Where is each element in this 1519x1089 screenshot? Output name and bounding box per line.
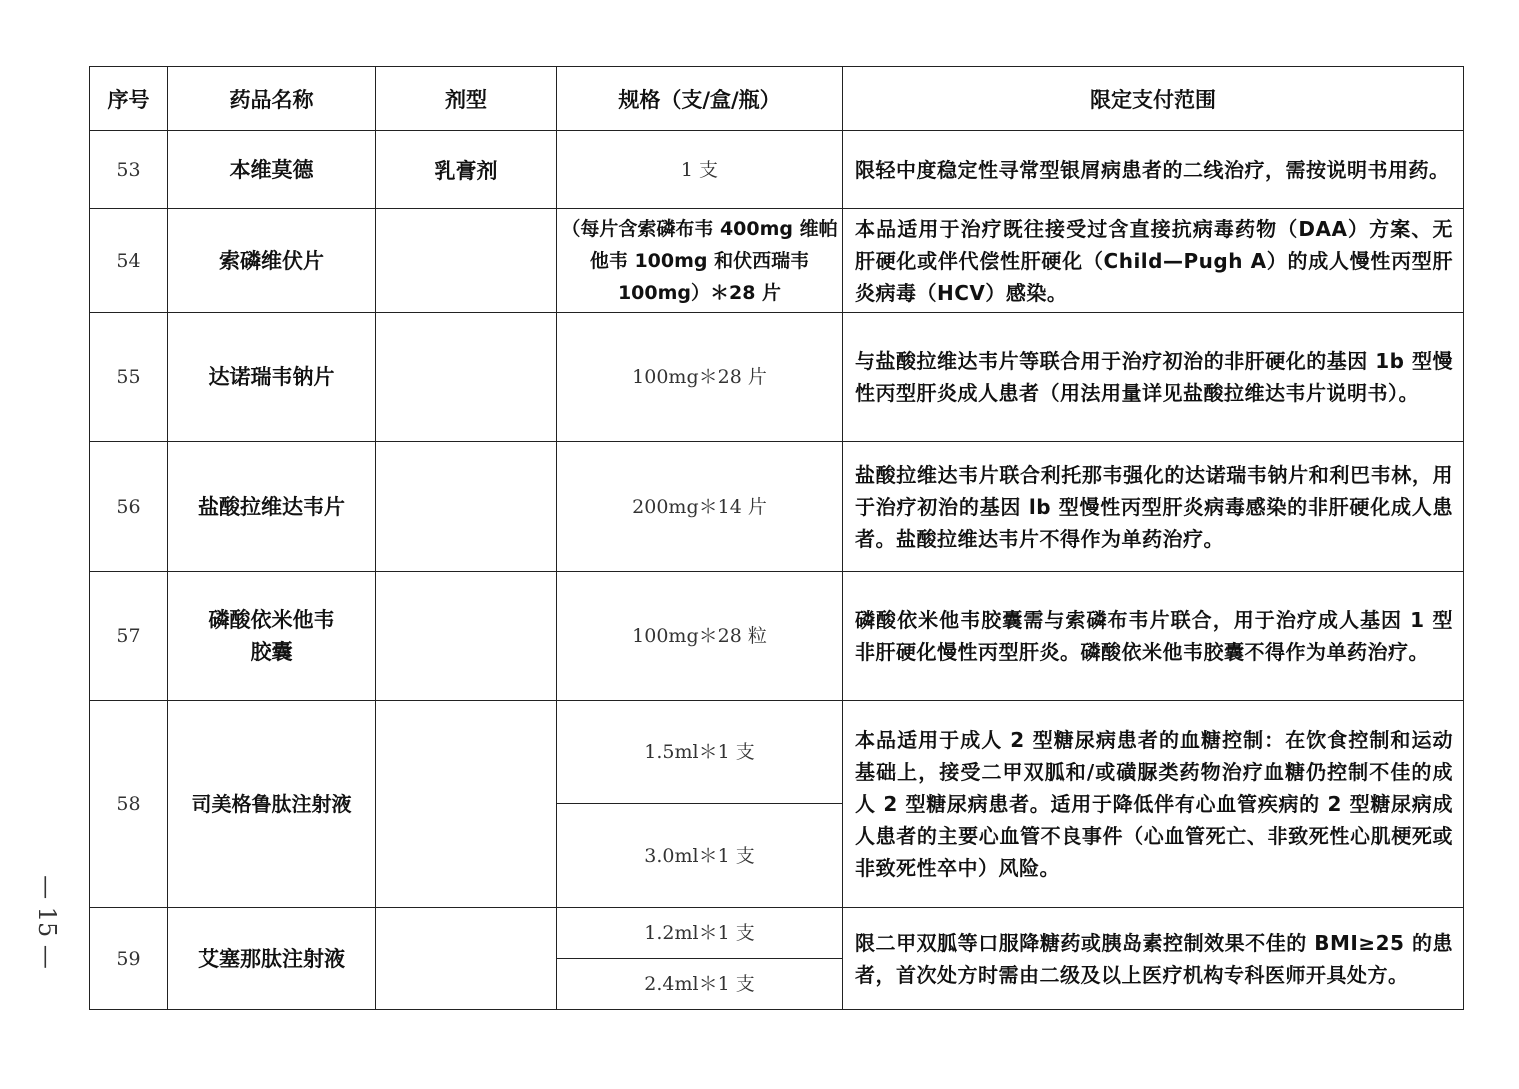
spec: 2.4ml＊1 支 (557, 959, 843, 1010)
drug-name: 索磷维伏片 (168, 209, 376, 313)
table-row (90, 209, 1464, 313)
page-number: — 15 — (33, 875, 61, 969)
payment-scope: 限二甲双胍等口服降糖药或胰岛素控制效果不佳的 BMI≥25 的患者，首次处方时需由二级及以上医疗机构专科医师开具处方。 (843, 908, 1464, 1010)
dosage-form (376, 313, 557, 442)
row-no: 57 (90, 572, 168, 701)
drug-name: 盐酸拉维达韦片 (168, 442, 376, 572)
header-row (90, 67, 1464, 131)
drug-name: 本维莫德 (168, 131, 376, 209)
row-no: 58 (90, 701, 168, 908)
drug-table (89, 66, 1464, 1010)
spec: 3.0ml＊1 支 (557, 804, 843, 908)
payment-scope: 本品适用于治疗既往接受过含直接抗病毒药物（DAA）方案、无肝硬化或伴代偿性肝硬化（Child—Pugh A）的成人慢性丙型肝炎病毒（HCV）感染。 (843, 209, 1464, 313)
table-row (90, 131, 1464, 209)
table-row (90, 313, 1464, 442)
row-no: 54 (90, 209, 168, 313)
drug-name: 艾塞那肽注射液 (168, 908, 376, 1010)
payment-scope: 磷酸依米他韦胶囊需与索磷布韦片联合，用于治疗成人基因 1 型非肝硬化慢性丙型肝炎。磷酸依米他韦胶囊不得作为单药治疗。 (843, 572, 1464, 701)
dosage-form (376, 908, 557, 1010)
spec: 1 支 (557, 131, 843, 209)
header-form: 剂型 (376, 67, 557, 131)
spec: （每片含索磷布韦 400mg 维帕他韦 100mg 和伏西瑞韦 100mg）＊28 片 (557, 209, 843, 313)
spec: 200mg＊14 片 (557, 442, 843, 572)
payment-scope: 限轻中度稳定性寻常型银屑病患者的二线治疗，需按说明书用药。 (843, 131, 1464, 209)
dosage-form (376, 209, 557, 313)
table-row (90, 701, 1464, 804)
header-scope: 限定支付范围 (843, 67, 1464, 131)
drug-name: 磷酸依米他韦胶囊 (168, 572, 376, 701)
dosage-form (376, 442, 557, 572)
row-no: 55 (90, 313, 168, 442)
spec: 100mg＊28 粒 (557, 572, 843, 701)
payment-scope: 盐酸拉维达韦片联合利托那韦强化的达诺瑞韦钠片和利巴韦林，用于治疗初治的基因 lb 型慢性丙型肝炎病毒感染的非肝硬化成人患者。盐酸拉维达韦片不得作为单药治疗。 (843, 442, 1464, 572)
spec: 1.2ml＊1 支 (557, 908, 843, 959)
row-no: 56 (90, 442, 168, 572)
payment-scope: 与盐酸拉维达韦片等联合用于治疗初治的非肝硬化的基因 1b 型慢性丙型肝炎成人患者（用法用量详见盐酸拉维达韦片说明书）。 (843, 313, 1464, 442)
row-no: 59 (90, 908, 168, 1010)
drug-name: 达诺瑞韦钠片 (168, 313, 376, 442)
table-row (90, 572, 1464, 701)
dosage-form (376, 701, 557, 908)
spec: 1.5ml＊1 支 (557, 701, 843, 804)
dosage-form (376, 572, 557, 701)
payment-scope: 本品适用于成人 2 型糖尿病患者的血糖控制：在饮食控制和运动基础上，接受二甲双胍和/或磺脲类药物治疗血糖仍控制不佳的成人 2 型糖尿病患者。适用于降低伴有心血管疾病的 2 型糖尿病成人患者的主要心血管不良事件（心血管死亡、非致死性心肌梗死或非致死性卒中）风险。 (843, 701, 1464, 908)
header-name: 药品名称 (168, 67, 376, 131)
header-no: 序号 (90, 67, 168, 131)
table-row (90, 442, 1464, 572)
dosage-form: 乳膏剂 (376, 131, 557, 209)
spec: 100mg＊28 片 (557, 313, 843, 442)
row-no: 53 (90, 131, 168, 209)
drug-name: 司美格鲁肽注射液 (168, 701, 376, 908)
table-row (90, 908, 1464, 959)
header-spec: 规格（支/盒/瓶） (557, 67, 843, 131)
